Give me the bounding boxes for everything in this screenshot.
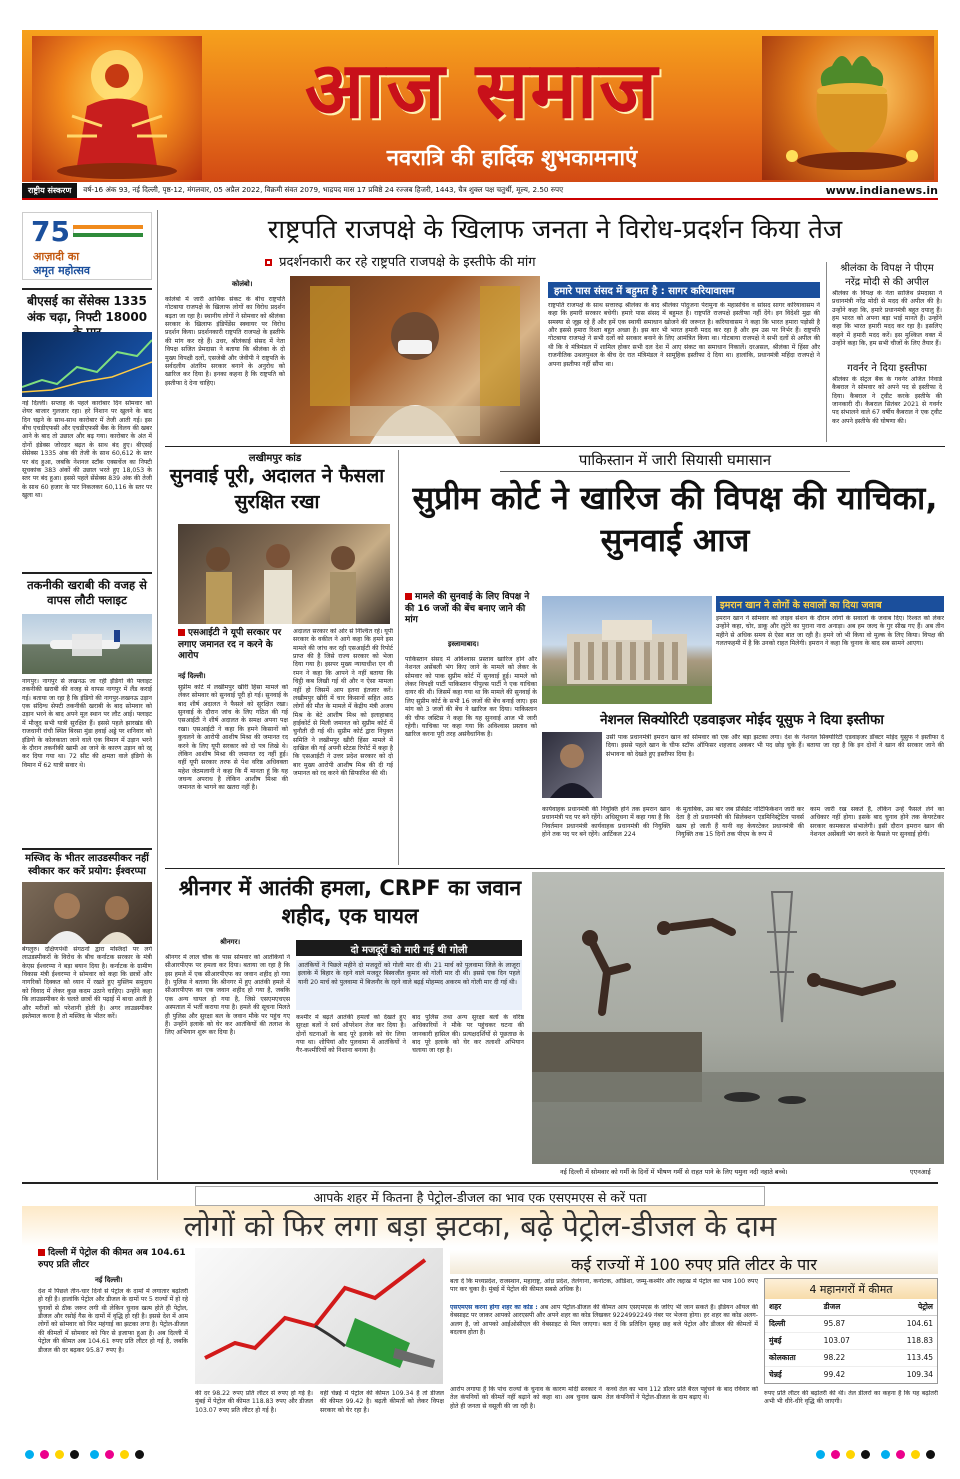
srinagar-body-2: कश्मीर में बढ़ते आतंकी हमलों को देखते हुए सुरक्षा बलों ने सर्च ऑपरेशन तेज कर दिया है। दोनों घटनाओं के बाद पूरे इलाके को घेर लिया गया था। शोपियां और पुलवामा में आतंकियों ने गैर-कश्मीरियों को निशाना बनाया है। (296, 1014, 406, 1055)
pakistan-bottom-b: के मुताबिक, उस बार जब प्रेसिडेंट नोटिफिकेशन जारी कर देता है तो प्रधानमंत्री की सिलेक्शन एडमिनिस्ट्रेटिव पावर्स खत्म हो जाती हैं यानी वह केयरटेकर प्रधानमंत्री की नियुक्ति तक 15 दिनों तक पीएम के रूप में (676, 806, 804, 839)
bullet-icon (405, 593, 412, 600)
table-header-cell: पेट्रोल (917, 1302, 934, 1311)
petrol-mid-body-b: वहीं चेन्नई में पेट्रोल की कीमत 109.34 है तो डीजल की कीमत 99.42 है। बढ़ती कीमतों को लेकर विपक्ष सरकार को घेर रहा है। (320, 1390, 444, 1414)
person-icon (290, 276, 540, 444)
kariyawasam-body: राष्ट्रपति राजपक्षे के साथ सत्तारुढ़ श्रीलंका के बाद श्रीलंका पोदुजना पेरामुना के महासचिव व सांसद सागर करियावासम ने कहा कि हमारी सरकार बचेगी। हमारे पास संसद में बहुमत है। राष्ट्रपति राजपक्षे इस्तीफा नहीं देंगे। इन विदेशी मुद्रा की समस्या से जूझ रहे हैं और हमें एक स्थायी समाधान खोजने की जरूरत है। करियावासम ने कहा कि भारत हमारा पड़ोसी है और इससे हमारा रिश्ता बहुत अच्छा है। इस बार भी भारत हमारी मदद कर रहा है और हम उस पर निर्भर हैं। राष्ट्रपति गोटबाया राजपक्षे ने सभी दलों को सरकार बनाने के लिए आमंत्रित किया था। गोटबाया राजपक्षे ने सभी दलों से अपील की थी कि वे मंत्रिमंडल में शामिल होकर सभी दल देश में आए संकट का समाधान निकालें। दरअसल, श्रीलंका में हिंसा और राजनीतिक उथलपुथल के बीच देर रात मंत्रिमंडल ने सामूहिक इस्तीफा दे दिया था। हालांकि, प्रधानमंत्री महिंदा राजपक्षे ने अपना इस्तीफा नहीं सौंपा था। (548, 302, 820, 368)
petrol-right-body: रुपए प्रति लीटर की बढ़ोतरी की थी। तेल डीलरों का कहना है कि यह बढ़ोतरी अभी भी धीरे-धीरे वृद्धि की जाएगी। (764, 1390, 938, 1406)
pakistan-bottom-a: कार्यवाहक प्रधानमंत्री की नियुक्ति होने तक इमरान खान प्रधानमंत्री पद पर बने रहेंगे। अधिसूचना में कहा गया है कि निवर्तमान प्रधानमंत्री कार्यवाहक प्रधानमंत्री की नियुक्ति होने तक पद पर बने रहेंगे। आर्टिकल 224 (542, 806, 670, 839)
crowd-icon (178, 524, 390, 624)
petrol-headline: लोगों को फिर लगा बड़ा झटका, बढ़े पेट्रोल-डीजल के दाम (22, 1206, 938, 1246)
srinagar-headline: श्रीनगर में आतंकी हमला, CRPF का जवान शहीद, एक घायल (178, 876, 522, 929)
flight-body: नागपुर। नागपुर से लखनऊ जा रही इंडिगो की फ्लाइट तकनीकी खराबी की वजह से वापस नागपुर में लैंड कराई गई। बताया जा रहा है कि इंडिगो की नागपुर-लखनऊ उड़ान एक संदिग्ध सेफ्टी तकनीकी खराबी के बाद सोमवार को उड़ान भरने के बाद अपने मूल स्थान पर लौट आई। फ्लाइट में मौजूद सभी यात्री सुरक्षित हैं। इससे पहले झारखंड की राजधानी रांची स्थित बिरसा मुंडा हवाई अड्डे पर शनिवार को इंडिगो के कोलकाता जाने वाले एक विमान में उड़ान भरने के दौरान तकनीकी खामी आ जाने के कारण उड़ान को रद्द कर दिया गया था। 72 सीट की क्षमता वाले इंडिगो के विमान में 62 यात्री सवार थे। (22, 678, 152, 769)
moeed-yusuf-photo (542, 732, 602, 798)
lead-dateline: कोलंबो। (232, 280, 253, 288)
workers-shot-label: दो मजदूरों को मारी गई थी गोली (296, 940, 522, 956)
bullet-icon (38, 1249, 45, 1256)
masthead-tagline: नवरात्रि की हार्दिक शुभकामनाएं (386, 146, 638, 171)
lakhimpur-body-2: अदालत सरकार को ओर से निश्चित रहें। यूपी सरकार के वकील ने आगे कहा कि हमने इस मामले की जांच कर रही एसआईटी की रिपोर्ट प्राप्त की है जिसे राज्य सरकार को भेजा दिया गया है। इसपर मुख्य न्यायाधीश एन वी रमन ने कहा कि आपने ने नहीं बताया कि चिट्ठी कब लिखी गई थी और न ऐसा मामला नहीं हो जिसमें आप इतना इंतजार करें। लखीमपुर खीरी में चार किसानों सहित आठ लोगों की मौत के मामले में केंद्रीय मंत्री अजय मिश्र के बेटे आशीष मिश्र को इलाहाबाद हाईकोर्ट से मिली जमानत को सुप्रीम कोर्ट में चुनौती दी गई थी। सुप्रीम कोर्ट द्वारा नियुक्त समिति ने लखीमपुर खीरी हिंसा मामले में दाखिल की गई अपनी स्टेटस रिपोर्ट में कहा है कि एसआईटी ने उत्तर प्रदेश सरकार को दो बार मुख्य आरोपी आशीष मिश्र की दी गई जमानत को रद करने की सिफारिश की थी। (293, 628, 393, 778)
pakistan-bottom-c: काम जारी रख सकते हैं, लेकिन उन्हें फैसले लेने का अधिकार नहीं होगा। इसके बाद चुनाव होने तक केयरटेकर सरकार कामकाज संभालेगी। इसी दौरान इमरान खान की नेशनल असेंबली भंग करने के फैसले पर सुनवाई होगी। (810, 806, 944, 839)
mosque-body: बेंगलुरु। दक्षिणपंथी संगठनों द्वारा मस्जिदों पर लगे लाउडस्पीकरों के विरोध के बीच कर्नाटक सरकार के मंत्री केएस ईश्वरप्पा ने बड़ा बयान दिया है। कर्नाटक के ग्रामीण विकास मंत्री ईश्वरप्पा ने सोमवार को कहा कि छात्रों और नागरिकों दिक्कत को ध्यान में रखते हुए मुस्लिम समुदाय को विवाद में लेकर कुछ कदम उठाने चाहिए। उन्होंने कहा कि लाउडस्पीकर के चलते छात्रों की पढ़ाई में बाधा आती है और मरीजों को परेशानी होती है। अगर लाउडस्पीकर इस्तेमाल करना है तो मस्जिद के भीतर करें। (22, 946, 152, 1020)
bullet-icon (178, 629, 185, 636)
azadi-number: 75 (31, 215, 70, 248)
pakistan-supreme-court-photo (542, 596, 712, 704)
azadi-logo (22, 212, 152, 280)
dateline-bar (22, 182, 938, 200)
divers-illustration-icon (532, 872, 944, 1164)
lakhimpur-subhead-text: एसआईटी ने यूपी सरकार पर लगाए जमानत रद न करने के आरोप (178, 628, 282, 662)
governor-resign-body: श्रीलंका के सेंट्रल बैंक के गवर्नर अजित निवार्ड कैबराल ने सोमवार को अपने पद से इस्तीफा दे दिया। कैबराल ने ट्वीट करके इस्तीफे की जानकारी दी। कैबराल सितंबर 2021 से गवर्नर पद संभालने वाले 67 वर्षीय कैबराल ने एक ट्वीट कर अपने इस्तीफे की घोषणा की। (832, 376, 942, 425)
pakistan-subhead (405, 592, 535, 627)
kalash-image (762, 36, 934, 180)
table-cell: 98.22 (823, 1353, 846, 1362)
metro-price-table (764, 1278, 938, 1384)
moeed-body: उसी पाक प्रधानमंत्री इमरान खान को सोमवार को एक और बड़ा झटका लगा। देश के नेशनल सिक्योरिटी एडवाइजर डॉक्टर मोईद यूसुफ ने इस्तीफा दे दिया। इससे पहले खान के चीफ स्टॉफ ऑफिसर शहजाद अकबर भी पद छोड़ चुके हैं। बताया जा रहा है कि इन दोनों ने खान की सरकार जाने की संभावना को देखते हुए इस्तीफा दिया है। (606, 734, 944, 758)
table-cell: 95.87 (823, 1319, 846, 1328)
pakistan-kicker: पाकिस्तान में जारी सियासी घमासान (500, 450, 850, 472)
delhi-petrol-dateline: नई दिल्ली। (95, 1276, 123, 1284)
azadi-line1: आज़ादी का (33, 250, 80, 263)
flight-image (22, 614, 152, 674)
table-cell: मुंबई (769, 1336, 782, 1345)
table-cell: 113.45 (906, 1353, 934, 1362)
lead-headline: राष्ट्रपति राजपक्षे के खिलाफ जनता ने विरोध-प्रदर्शन किया तेज (267, 215, 843, 245)
table-cell: कोलकाता (769, 1353, 796, 1362)
table-cell: चेन्नई (769, 1370, 782, 1379)
table-cell: 103.07 (823, 1336, 850, 1345)
moeed-headline: नेशनल सिक्योरिटी एडवाइजर मोईद यूसुफ ने दिया इस्तीफा (600, 712, 884, 728)
table-header-cell: शहर (769, 1302, 782, 1311)
pakistan-dateline: इस्लामाबाद। (448, 640, 479, 648)
color-registration-strip (22, 1446, 938, 1460)
airplane-icon (22, 614, 152, 674)
building-icon (542, 596, 712, 704)
workers-shot-body: आतंकियों ने पिछले महीने दो मजदूरों को गोली मार दी थी। 21 मार्च को पुलवामा जिले के लाजूरा इलाके में बिहार के रहने वाले मजदूर बिस्वजीत कुमार को गोली मार दी थी। इससे एक दिन पहले यानी 20 मार्च को पुलवामा में बिजनौर के रहने वाले बढ़ई मोहम्मद अकरम को गोली मार दी गई थी। (296, 960, 522, 1010)
governor-resign-headline: गवर्नर ने दिया इस्तीफा (847, 363, 927, 374)
pakistan-headline: सुप्रीम कोर्ट ने खारिज की विपक्ष की याचिका, सुनवाई आज (412, 479, 938, 559)
sensex-headline: बीएसई का सेंसेक्स 1335 अंक चढ़ा, निफ्टी 18000 (26, 294, 148, 324)
registration-dots-left (22, 1444, 147, 1463)
person-icon (542, 732, 602, 798)
issue-dateline: वर्ष-16 अंक 93, नई दिल्ली, पृष्ठ-12, मंगलवार, 05 अप्रैल 2022, विक्रमी संवत 2079, भाद्रपद मास 17 प्रविष्ठे 24 रज्जब हिजरी, 1443, चैत्र शुक्ल पक्ष चतुर्थी, मूल्य, 2.50 रुपए (83, 185, 564, 194)
srinagar-dateline: श्रीनगर। (220, 938, 241, 946)
lakhimpur-headline: सुनवाई पूरी, अदालत ने फैसला सुरक्षित रखा (169, 465, 385, 513)
sms-body-text: अब आप पेट्रोल-डीजल की कीमत आप एसएमएस के जरिए भी जान सकते हैं। इंडियन ऑयल की वेबसाइट पर जाकर आपको आरएसपी और अपने शहर का कोड लिखकर 9224992249 नंबर पर भेजना होगा। हर शहर का कोड अलग-अलग है, जो आपको आईओसीएल की वेबसाइट से मिल जाएगा। बता दें कि प्रतिदिन सुबह छह बजे पेट्रोल और डीजल की कीमतों में बदलाव होता है। (450, 1304, 758, 1337)
lead-subhead-text: प्रदर्शनकारी कर रहे राष्ट्रपति राजपक्षे के इस्तीफे की मांग (279, 255, 536, 270)
stock-graph-icon (22, 332, 152, 397)
table-cell: 109.34 (906, 1370, 934, 1379)
table-cell: 118.83 (906, 1336, 934, 1345)
rajapaksa-photo (290, 276, 540, 444)
table-row (765, 1316, 937, 1333)
pakistan-subhead-text: मामले की सुनवाई के लिए विपक्ष ने की 16 जजों की बेंच बनाए जाने की मांग (405, 592, 530, 626)
delhi-petrol-head-text: दिल्ली में पेट्रोल की कीमत अब 104.61 रुपए प्रति लीटर (38, 1248, 186, 1270)
sensex-chart-image (22, 332, 152, 397)
photo-caption: नई दिल्ली में सोमवार को गर्मी के दिनों में भीषण गर्मी से राहत पाने के लिए यमुना नदी नहाते बच्चे। (560, 1168, 788, 1176)
goddess-image (32, 36, 202, 180)
lakhimpur-photo (178, 524, 390, 624)
table-header-cell: डीजल (823, 1302, 841, 1311)
flight-headline: तकनीकी खराबी की वजह से वापस लौटी फ्लाइट (27, 578, 147, 607)
person-icon (22, 882, 152, 944)
pakistan-body: पाकिस्तान संसद में अविश्वास प्रस्ताव खारिज होने और नेशनल असेंबली भंग किए जाने के मामले को लेकर के सोमवार को पाक सुप्रीम कोर्ट में सुनवाई हुई। मामले को लेकर विपक्षी पार्टी पाकिस्तान पीपुल्स पार्टी ने एक याचिका दायर की थी। जिसमें कहा गया था कि मामले की सुनवाई के लिए सुप्रीम कोर्ट के सभी 16 जजों की बेंच बनाई जाए। इस मांग को 3 जजों की बेंच ने खारिज कर दिया। पाकिस्तान की चीफ जस्टिस ने कहा कि यह सुनवाई आज भी जारी रहेगी। याचिका पर कहा गया कि अविश्वास प्रस्ताव को खारिज करना पूरी तरह असंवैधानिक है। (405, 656, 537, 739)
petrol-mid-body-a: की दर 98.22 रुपए प्रति लीटर से रुपए हो गई है। मुंबई में पेट्रोल की कीमत 118.83 रुपए और डीजल 103.07 रुपए प्रति लीटर हो गई है। (195, 1390, 313, 1414)
photo-credit: एएनआई (910, 1168, 931, 1176)
delhi-petrol-headline (38, 1248, 188, 1271)
azadi-line2: अमृत महोत्सव (33, 264, 91, 277)
imran-body: इमरान खान ने सोमवार को लाइव सेशन के दौरान लोगों के सवालों के जवाब दिए। रिश्वत को लेकर उन्होंने कहा, चोर, डाकू और लुटेरे का पुराना नारा अनाड़ा। अब हम जल्द के गुर सीख गए हैं। अब तीन महीने से अधिक समय से ऐसा बात जा रही है। हमने जो भी किया वो मुल्क के लिए किया। विपक्ष की गलतफहमी में है कि उनको राहत मिलेगी। इमरान ने कहा कि चुनाव के बाद सब सामने आएगा। (716, 615, 944, 648)
table-cell: 104.61 (906, 1319, 934, 1328)
sms-head: एसएमएस करना होगा शहर का कोड : (450, 1304, 538, 1311)
states-headline: कई राज्यों में 100 रुपए प्रति लीटर के पार (450, 1250, 938, 1274)
sms-body (450, 1304, 758, 1382)
table-title: 4 महानगरों में कीमत (765, 1279, 937, 1299)
website-link[interactable]: www.indianews.in (825, 183, 938, 197)
eshwarappa-photo (22, 882, 152, 944)
kariyawasam-label: हमारे पास संसद में बहुमत है : सागर करियावासम (548, 282, 820, 298)
mosque-headline: मस्जिद के भीतर लाउडस्पीकर नहीं स्वीकार कर करें प्रयोग: ईश्वरप्पा (25, 853, 149, 877)
table-row (765, 1333, 937, 1350)
sensex-body: नई दिल्ली। सप्ताह के पहले कारोबार दिन सोमवार को शेयर बाजार गुलजार रहा। हरे निशान पर खुलने के बाद दिन चढ़ने के साथ-साथ कारोबार में तेजी आती गई। इस बीच एचडीएफसी और एचडीएफसी बैंक के विलय की खबर आने के बाद तो उछाल और बढ़ गया। कारोबार के अंत में दोनों इंडेक्स जोरदार बढ़त के साथ बंद हुए। बीएसई सेंसेक्स 1335 अंक की तेजी के साथ 60,612 के स्तर पर बंद हुआ, जबकि नेशनल स्टॉक एक्सचेंज का निफ्टी सूचकांक 383 अंकों की उछाल भरते हुए 18,053 के स्तर पर बंद हुआ। इससे पहले सेंसेक्स 839 अंक की तेजी के साथ 60 हजार के पार निकलकर 60,116 के स्तर पर खुला था। (22, 400, 152, 499)
petrol-bottom-a: आरोप लगाया है कि पांच राज्यों के चुनाव के कारण मोदी सरकार ने तेल कंपनियों को कीमतें नहीं बढ़ाने को कहा था। अब चुनाव खत्म होते ही जनता से वसूली की जा रही है। (450, 1386, 602, 1410)
table-cell: दिल्ली (769, 1319, 786, 1328)
flag-icon (73, 225, 143, 239)
opposition-appeal-body: श्रीलंका के विपक्ष के नेता साजिथ प्रेमदासा ने प्रधानमंत्री नरेंद्र मोदी से मदद की अपील की है। उन्होंने कहा कि, हमारे प्रधानमंत्री बहुत दयालु हैं। हम भारत को अपना बड़ा भाई मानते हैं। उन्होंने कहा कि भारत हमारी मदद कर रहा है। इसलिए कहने में हमारी मदद करें। इस मुश्किल वक्त में उन्होंने कहा कि, हम सभी चीजों के लिए तैयार हैं। (832, 290, 942, 348)
srinagar-body-3: बाद पुलिस तथा अन्य सुरक्षा बलों के वरिष्ठ अधिकारियों ने मौके पर पहुंचकर घटना की जानकारी हासिल की। प्रत्यक्षदर्शियों से पूछताछ के बाद पूरे इलाके को घेर कर तलाशी अभियान चलाया जा रहा है। (412, 1014, 524, 1055)
fuel-pump-icon (195, 1248, 443, 1384)
table-cell: 99.42 (823, 1370, 846, 1379)
masthead (22, 30, 938, 182)
lakhimpur-subhead (178, 628, 288, 663)
lead-body: कोलंबो में जारी आर्थिक संकट के बीच राष्ट्रपति गोटबाया राजपक्षे के खिलाफ लोगों का विरोध प्रदर्शन बढ़ता जा रहा है। स्थानीय लोगों ने सोमवार को श्रीलंका सरकार के खिलाफ इंडिपेंडेंस स्क्वायर पर विरोध प्रदर्शन किया। प्रदर्शनकारी राष्ट्रपति राजपक्षे के इस्तीफे की मांग कर रहे हैं। उधर, श्रीलंकाई संसद में नेता विपक्ष सजित प्रेमदासा ने बताया कि श्रीलंका के दो मुख्य विपक्षी दलों, एसजेबी और जेवीपी ने राष्ट्रपति के सर्वदलीय अंतरिम सरकार बनाने के अनुरोध को खारिज कर दिया है। इनका कहना है कि राष्ट्रपति को इस्तीफा दे देना चाहिए। (165, 296, 285, 387)
registration-dots-right (813, 1444, 938, 1463)
lakhimpur-body-1: सुप्रीम कोर्ट में लखीमपुर खीरी हिंसा मामले को लेकर सोमवार को सुनवाई पूरी हो गई। सुनवाई के बाद शीर्ष अदालत ने फैसले को सुरक्षित रखा। सुनवाई के दौरान जांच के लिए गठित की गई एसआईटी ने शीर्ष अदालत के समक्ष अपना पक्ष रखा। एसआईटी ने कहा कि हमने किसानों को कुचलने के आरोपी आशीष मिश्रा की जमानत रद करने के लिए यूपी सरकार को दो पत्र लिखे थे। लेकिन आशीष मिश्रा की जमानत रद नहीं हुई। वहीं यूपी सरकार तरफ से पेश वरिष्ठ अधिवक्ता महेश जेठमलानी ने कहा कि मैं मानता हूं कि यह जघन्य अपराध है लेकिन आशीष मिश्रा की जमानत के भागने का खतरा नहीं है। (178, 684, 288, 792)
fuel-nozzle-photo (195, 1248, 443, 1384)
kalash-illustration-icon (762, 36, 934, 180)
masthead-title: आज समाज (304, 46, 660, 136)
lakhimpur-dateline: नई दिल्ली। (178, 672, 206, 680)
states-body: बता दें कि मध्यप्रदेश, राजस्थान, महाराष्ट्र, आंध्र प्रदेश, तेलंगाना, कर्नाटक, ओडिशा, जम्मू-कश्मीर और लद्दाख में पेट्रोल का भाव 100 रुपए पार कर चुका है। मुंबई में पेट्रोल की कीमत सबसे अधिक है। (450, 1278, 758, 1294)
delhi-petrol-body: देश में पिछले तीन-चार दिनों से पेट्रोल के दामों में लगातार बढ़ोतरी हो रही है। हालांकि पेट्रोल और डीजल के दामों पर 5 राज्यों में हो रहे चुनावों से ठीक जरूर लगी थी लेकिन चुनाव खत्म होते ही पेट्रोल, डीजल और रसोई गैस के दामों में वृद्धि हो रही है। इससे देश में आम लोगों को सोमवार को फिर महंगाई का झटका लगा है। पेट्रोल-डीजल की कीमतों में सोमवार को फिर से इजाफा हुआ है। अब दिल्ली में पेट्रोल की कीमत अब 104.61 रुपए प्रति लीटर हो गई है, जबकि डीजल की दर बढ़कर 95.87 रुपए है। (38, 1288, 188, 1354)
table-row (765, 1367, 937, 1383)
lakhimpur-kicker: लखीमपुर कांड (248, 453, 302, 464)
table-header-row (765, 1299, 937, 1316)
yamuna-diving-photo (532, 872, 944, 1164)
bullet-icon (265, 259, 272, 266)
srinagar-body-1: श्रीनगर में लाल चौक के पास सोमवार को आतंकियों ने सीआरपीएफ पर हमला कर दिया। बताया जा रहा है कि इस हमले में एक सीआरपीएफ का जवान शहीद हो गया है। पुलिस ने बताया कि श्रीनगर में हुए आतंकी हमले में सीआरपीएफ का एक जवान शहीद हो गया है, जबकि एक अन्य घायल हो गया है, जिसे एसएमएचएस अस्पताल में भर्ती कराया गया है। हमले की सूचना मिलते ही पुलिस और सुरक्षा बल के जवान मौके पर पहुंच गए हैं। उन्होंने इलाके को घेर कर आतंकियों की तलाश के लिए अभियान शुरू कर दिया है। (165, 954, 290, 1037)
petrol-banner: आपके शहर में कितना है पेट्रोल-डीजल का भाव एक एसएमएस से करें पता (195, 1186, 765, 1206)
imran-label: इमरान खान ने लोगों के सवालों का दिया जवाब (716, 596, 944, 612)
table-row (765, 1350, 937, 1367)
lead-subhead (265, 252, 805, 270)
edition-label: राष्ट्रीय संस्करण (22, 183, 77, 198)
goddess-illustration-icon (32, 36, 202, 180)
petrol-bottom-b: कच्चे तेल का भाव 112 डॉलर प्रति बैरल पहुंचने के बाद रविवार को तेल कंपनियों ने पेट्रोल-डीजल के दाम बढ़ाए थे। (606, 1386, 758, 1402)
opposition-appeal-headline: श्रीलंका के विपक्ष ने पीएम नरेंद्र मोदी से की अपील (840, 263, 934, 288)
